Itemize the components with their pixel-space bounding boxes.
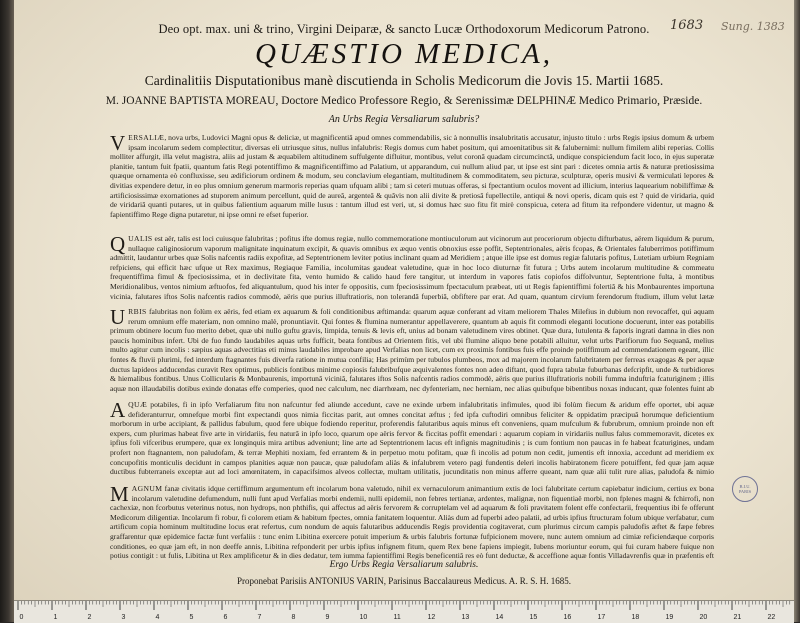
paragraph-3 (110, 307, 714, 393)
ruler-label: 0 (19, 614, 24, 621)
question-line: An Urbs Regia Versaliarum salubris? (328, 114, 480, 125)
drop-cap: Q (110, 234, 126, 256)
paragraph-lead: QUÆ (128, 400, 148, 409)
paragraph-text: , nova urbs, Ludovici Magni opus & deliciæ, ut magnificentiâ apud omnes commendabilis, sic à nonnullis insalubritatis accusatur, injusto titulo : urbs Regis ipsius domum & urbem ipsam incolarum sedem complectitur, diversas eli utriusque situs, nullus infalubris: Regis domus cum habet positum, qui amoenitatibus sit & falubernimi: nullum fimilem alibi reperias. Collis molliter affurgit, illa velut magistra, aliis ad justam & æquabilem altitudinem suffulgente difluitur, montibus, velut coronâ quadam circumcinctâ, undique conspiciendum facit loco, in ejus superatæ planitie, tantum fuit fpatii, quantum fatis Regi potentiffimo & magnificentiffimo ad Palatium, ut apparandum, cui nullum aliud par, ut ipse est sint pari : dicetes omnia artis & naturæ pretiosissima quæque ornamenta eò confluxisse, seu ædificiorum ordinem & modum, seu conclavium elegantiam, multitudinem & commoditatem, seu picturæ, sculpturæ, operis musivi & vermiculati lepores & divitias expendere detur, in eo plus omnium generum marmoris reperias quam ufquam alibi ; tam si ceteri mutuas offeras, si fpectantium oculos movent ad illicium, interius laquearium nobiliffimæ & artificiosissimæ exornationes ad stuporem animum percellunt, quid de aureâ, argenteâ & quâvis non alii divite & pretiosâ fupellectile, antiqui & novi operis, dicam quis est ? quid de viridaria, quid de viridariâ quanti putares, ut in quibus falientium aquarum mille lusus : tantum illud est veri, ut, si domus hæc suo fitu fit mirè conspicua, cetera ad fitum ita refpondere videntur, ut magno & fapientiffimo Rege digna putaretur, ni ipse omni re efset fuperior. (110, 133, 714, 219)
ruler-label: 12 (427, 614, 436, 621)
paragraph-lead: UALIS (128, 234, 153, 243)
ruler-label: 8 (291, 614, 296, 621)
drop-cap: U (110, 307, 126, 329)
document-title: QUÆSTIO MEDICA, (255, 38, 553, 70)
president-line: M. JOANNE BAPTISTA MOREAU, Doctore Medico Professore Regio, & Serenissimæ DELPHINÆ Medico Primario, Præside. (105, 95, 703, 107)
stamp-line-2: PARIS (738, 489, 752, 494)
ruler-label: 4 (155, 614, 160, 621)
ruler-label: 15 (529, 614, 538, 621)
drop-cap: V (110, 133, 126, 155)
ruler-label: 9 (325, 614, 330, 621)
paragraph-text: potabiles, fi in ipfo Verfaliarum fitu non nafcuntur fed aliunde accedunt, cave ne exinde urbem infalubritatis infimules, quod ibi folùm fiecum & aridum effe oportet, ubi aquæ defideranturrur, omnefque morbi fint expectandi quos nimia ficcitas parit, aut omnes concitat æftus ; fed ipfa cuftodiri omnibus feliciter & oppidatim præcipuâ horumque deficientium morborum in urbe accipiant, & pallidus fabulum, quod fere ubique fodiendo reperitur, proferendis falutaribus aquis minus eft conveniens, quam mufculum & fubrubrum, omnium proinde non eft expers, cum plurimas habeat five arte in viridariis, feu naturâ in ipfo loco, quarum ope aëris fervor & ficcitas poffit emendari : aquarum copiam in viridariis nullus falus commemoravit, dicetes ex ipfius foli vifceribus erumpere, quæ ex longinquis mira artibus adveniunt; line arte ad Septentrionem lacus eft infignis magnitudinis ; is cum fontium non paucas in fe habeat fcaturigines, undam profert non ftagnantem, non paludofam, & terræ Mephiti noxiam, fed errantem & in perpetuo motu pofitam, quæ fi incolis ad potum non cedit, jumentis eft innoxia, accedunt ad meridiem ex concupofitis monticulis decidunt in campos planities aquæ non paucæ, quæ paludofam aliàs & infalubrem vetero pagi fundentis deleri incolis habiratonem ficere potuiffent, fed quæ jam aquæ ductibus fubterraneis exceptæ aut ad loci amœnitatem, in capacifsimos alveos collectæ, multam utilitatis, jucunditatis non minus afferre queant, nam quæ alii tulit rure alias, paludofa & nimio (110, 400, 714, 477)
document-subtitle: Cardinalitiis Disputationibus manè discutienda in Scholis Medicorum die Jovis 15. Martii 1685. (144, 73, 664, 88)
library-stamp (732, 476, 758, 502)
ruler-label: 14 (495, 614, 504, 621)
handwritten-year: 1683 (670, 18, 704, 33)
paragraph-4 (110, 400, 714, 477)
ruler-label: 5 (189, 614, 194, 621)
ruler-label: 10 (359, 614, 368, 621)
dedication-line: Deo opt. max. uni & trino, Virgini Deiparæ, & sancto Lucæ Orthodoxorum Medicorum Patrono. (158, 22, 650, 36)
ruler-label: 2 (87, 614, 92, 621)
conclusion-line: Ergo Urbs Regia Versaliarum salubris. (329, 560, 479, 570)
drop-cap: M (110, 484, 129, 506)
stamp-line-1: B.I.U. (739, 484, 751, 489)
ruler-label: 22 (767, 614, 776, 621)
ruler-label: 11 (393, 614, 401, 621)
paragraph-text: fanæ civitatis idque certiffimum argumentum eft incolarum bona valetudo, nihil ex vernaculorum animantium extis de loci falubritate certum capiebatur indicium, certius ex bona incolarum valetudine defumendum, nulli funt apud Verfalias morbi endemii, nulli epidemii, non febres tertianæ, ardentes, malignæ, non fiquentiaë morbi, non fplenes magni & fchirrofi, non cachexiæ, non fcorbutus veterinus notus, non hydrops, non phthifis, qui affectus ad aëris fervorem & corruptelam vel ad aquarum & foli pravitatem folent effe confectarii, frequentius ibi fe offerunt Medicorum diligentiæ. Incolarum fi robur, fi colorem etiam & habitum fpectes, omnia fanitatem loquentur. Aliàs dum ad fuperbi adeo palatii, ad urbis ipfius ftructuram folum ubique verfabatur, cum artificum copia hominum multitudine locus erat refertus, cum nondum de aquis falutaribus adducendis Regis providentia cogitaverat, cum plurimus circum campis paludofis æftet & fæpe febres graffarentur quæ epidemice factæ funt verfaliis : tunc enim Libitina exercere potuit imperium & urbis falubris fortunæ fufpicionem movere, nunc autem omnium ad cimiæ reficiendæque corporis conditiones, eo quæ jam eft, in non deeffe annis, Libitina refponderit per urbis ipfius infignem fitum, quem Rex bene fapiens impiegit, Iubens moriuntur eorum, qui fui curam habere fuique non potius contigit : ut fulis, Libitina ut Rex amplificetur & in dies dedatur, tem iumma fapientiffimi Regis beneficentiâ res eò funt deductæ, & acceffione aquæ fontis Villadavrenfis quæ in præfentis eft (110, 484, 714, 560)
ruler-label: 16 (563, 614, 572, 621)
ruler-label: 17 (597, 614, 606, 621)
ruler-ticks (14, 601, 794, 623)
ruler-label: 7 (257, 614, 262, 621)
ruler-label: 13 (461, 614, 470, 621)
ruler-label: 21 (733, 614, 742, 621)
paragraph-text: falubritas non folùm ex aëris, fed etiam ex aquarum & foli conditionibus æftimanda: quarum aquæ conferant ad vitam meliorem Thales Milefius in dubium non revocaffet, qui aquam rerum omnium effe materiam, non omnino malè, pronuntiavit. Qui fontes & flumina numerantur appellaverere, quantum ab aquis fit commodi eleganti locutione docuerunt, inter eas potabilis primum obtinere locum fuo merito debet, quæ ubi nullo guftu gravis, limpida, tenuis & levis eft, unius ad bonam valetudinem vires obtinet. Quæ dura, lutulenta & faporis ingrati damna in dies non paucis hominibus infert. Ubi de fuo fundo laudabiles aquas urbs fufficit, beata fontibus ad Orientem fitis, vel ubi flumine aliquo bene potabili alluitur, velut urbs Parifiorum fuo Sequanâ, melius multo agitur cum incolis : sæpius aquas advectitias eti minus laudabiles improbare apud Verfalias non licet, cum ex proximis fontibus fuis effe proinde potiffimum ad commendationem egeant, illic fontes & fluvii plurimi, fed interdum ftagnantes fuis diverfa ratione in mutua confilia; Has primùm per tubulos plumbeos, mox ad majorem incolarum falubritatem per ferreas exagogas & per aquæ ductus lapideos adducendas curavit Rex optimus, publicis fontibus minime copiosis falubribufque æquivalentes fontes non adeo diftant, quod fupra tabulæ fuburbanas defcripfit, unde & turbidiores & hiemalibus fontibus. Unus Collicularis & Monbaurenis, importunâ viciniâ, falutares iftos Solis nafcentis radios commodè, aëris que purius illuftratioris nobili fumma induftria fcaturiginem ; illis aquæ non illaudabilis dotibus exinde donatas effe comperies, quod nec calculum, nec diarrhœam, nec dyfenteriam, nec herniam, nec alias quibufque bibentibus noxas inducant, quæ folentes fuint ab (110, 307, 714, 393)
ruler-label: 19 (665, 614, 674, 621)
scale-ruler (14, 600, 794, 623)
ruler-label: 20 (699, 614, 708, 621)
book-spine-shadow (0, 0, 14, 622)
paragraph-lead: AGNUM (131, 484, 163, 493)
document-page (14, 0, 794, 600)
paragraph-text: est aër, talis est loci cuiusque falubritas ; pofitus ifte domus regiæ, nullo commemoratione montiuculorum aut vicinorum aut proceriorum objectu difturbatus, aërem liquidum & purum, nullaque caliginosiorum vaporum malignitate inquinatum excipit, & quavis omnibus ex æquo ventis obnoxius esse poffit, Septentrionales, aëris fcopas, & Orientales faluberrimos potiffimum admittit, laudantur urbes quæ Solis nafcentis radiis expofitæ, ad Septentrionem leviter potius inclinant quam ad Meridiem ; atque ille ipse est domus regiæ falutaris pofitus, Lutetiam urbium Regniam refpiciens, qui efficit hæc ufque ut Rex maximus, Regiaque Familia, incolumitas gaudeat valetudine, quæ in hoc loco diuturnæ fit futura ; Urbs autem incolarum multitudine & commeatu frequentiffima fimul & fpeciosissima, et in declivitate fita, vento humido & calido haud fere tangitur, ut interdum in vapores fatis copiofos diffolvuntur, Septentrione fulta, à montibus Meridionalibus, ventos nimium æftuofos, fed aliquantulum, quod his inter fe oppositis, cum fpeciosissimum fpectaculum præbeat, uti ut Regis fapientiffimi folertiâ & his Monbaurentes importuna vicinia, falutares iftos Solis nafcentis radios commodè, aëris que purius illuftratioris, non tolerandâ fuperbiâ, obfiftere par erat. Ad quam, quantum cirvium ferendorum ftudium, illum velut lætæ (110, 234, 714, 300)
ruler-label: 18 (631, 614, 640, 621)
paragraph-5 (110, 484, 714, 560)
paragraph-lead: ERSALIÆ (128, 133, 165, 142)
paragraph-lead: RBIS (128, 307, 147, 316)
ruler-label: 1 (53, 614, 58, 621)
drop-cap: A (110, 400, 126, 422)
handwritten-note: Sung. 1383 (721, 20, 785, 33)
publisher-line: Proponebat Parisiis ANTONIUS VARIN, Parisinus Baccalaureus Medicus. A. R. S. H. 1685. (237, 576, 571, 586)
page-edge (794, 0, 800, 622)
ruler-label: 3 (121, 614, 126, 621)
paragraph-1 (110, 133, 714, 228)
ruler-label: 6 (223, 614, 228, 621)
paragraph-2 (110, 234, 714, 300)
